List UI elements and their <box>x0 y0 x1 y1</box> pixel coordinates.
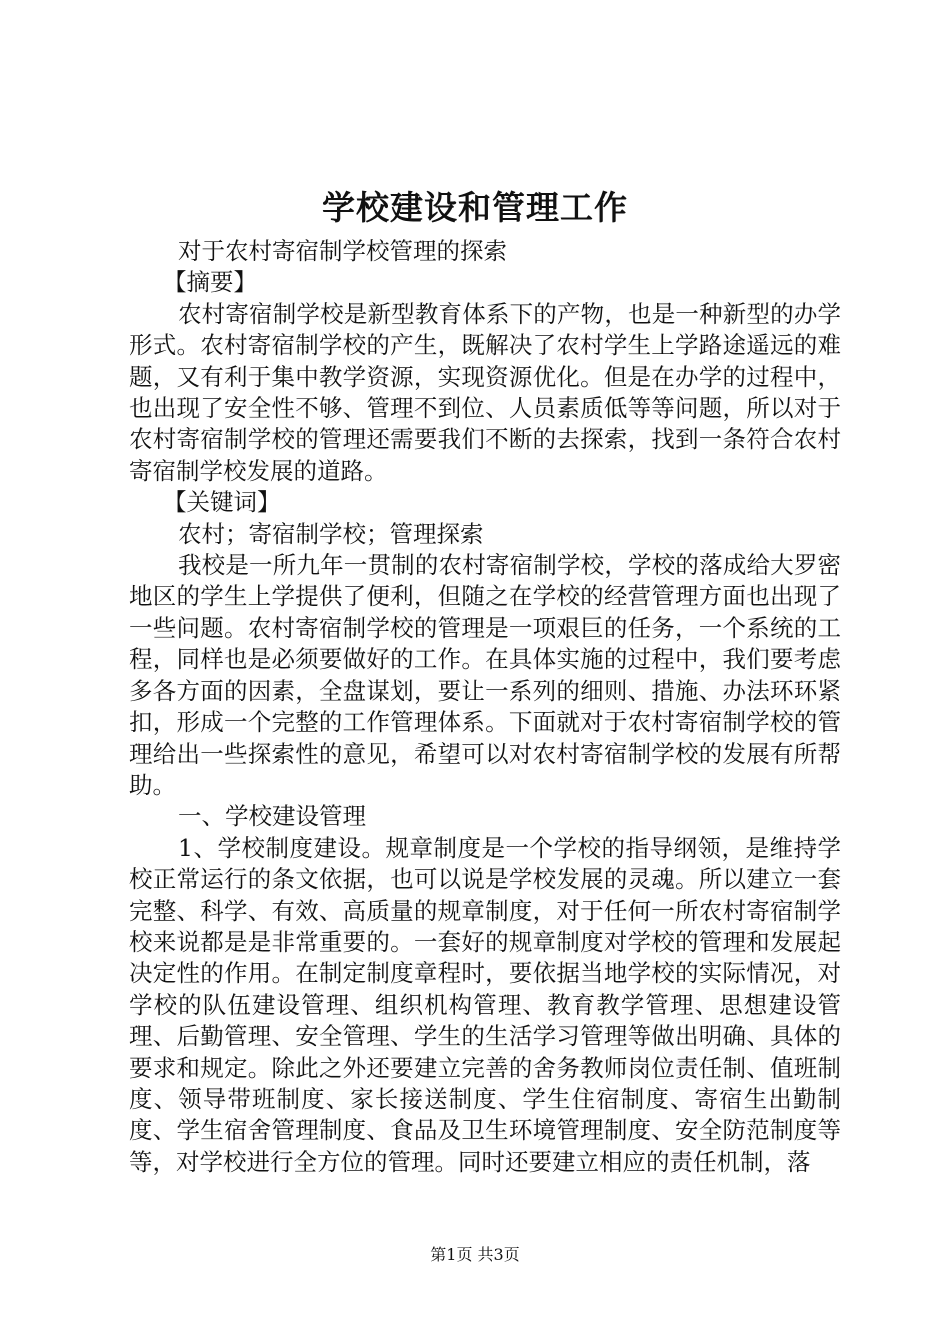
intro-paragraph: 我校是一所九年一贯制的农村寄宿制学校，学校的落成给大罗密地区的学生上学提供了便利，但随之在学校的经营管理方面也出现了一些问题。农村寄宿制学校的管理是一项艰巨的任务，一个系统的工程，同样也是必须要做好的工作。在具体实施的过程中，我们要考虑多各方面的因素，全盘谋划，要让一系列的细则、措施、办法环环紧扣，形成一个完整的工作管理体系。下面就对于农村寄宿制学校的管理给出一些探索性的意见，希望可以对农村寄宿制学校的发展有所帮助。 <box>129 551 841 799</box>
keywords-text: 农村；寄宿制学校；管理探索 <box>178 519 484 548</box>
section-heading: 一、学校建设管理 <box>178 802 366 831</box>
keywords-heading: 【关键词】 <box>163 488 281 517</box>
document-title: 学校建设和管理工作 <box>322 188 628 227</box>
article-subtitle: 对于农村寄宿制学校管理的探索 <box>178 237 507 265</box>
section-paragraph: 1、学校制度建设。规章制度是一个学校的指导纲领，是维持学校正常运行的条文依据，也可以说是学校发展的灵魂。所以建立一套完整、科学、有效、高质量的规章制度，对于任何一所农村寄宿制学校来说都是是非常重要的。一套好的规章制度对学校的管理和发展起决定性的作用。在制定制度章程时，要依据当地学校的实际情况，对学校的队伍建设管理、组织机构管理、教育教学管理、思想建设管理、后勤管理、安全管理、学生的生活学习管理等做出明确、具体的要求和规定。除此之外还要建立完善的舍务教师岗位责任制、值班制度、领导带班制度、家长接送制度、学生住宿制度、寄宿生出勤制度、学生宿舍管理制度、食品及卫生环境管理制度、安全防范制度等等，对学校进行全方位的管理。同时还要建立相应的责任机制，落 <box>129 833 841 1176</box>
abstract-heading: 【摘要】 <box>163 268 257 297</box>
abstract-paragraph: 农村寄宿制学校是新型教育体系下的产物，也是一种新型的办学形式。农村寄宿制学校的产生，既解决了农村学生上学路途遥远的难题，又有利于集中教学资源，实现资源优化。但是在办学的过程中，也出现了安全性不够、管理不到位、人员素质低等等问题，所以对于农村寄宿制学校的管理还需要我们不断的去探索，找到一条符合农村寄宿制学校发展的道路。 <box>129 299 841 485</box>
page-footer: 第1页 共3页 <box>430 1245 520 1264</box>
document-body <box>129 236 841 1178</box>
